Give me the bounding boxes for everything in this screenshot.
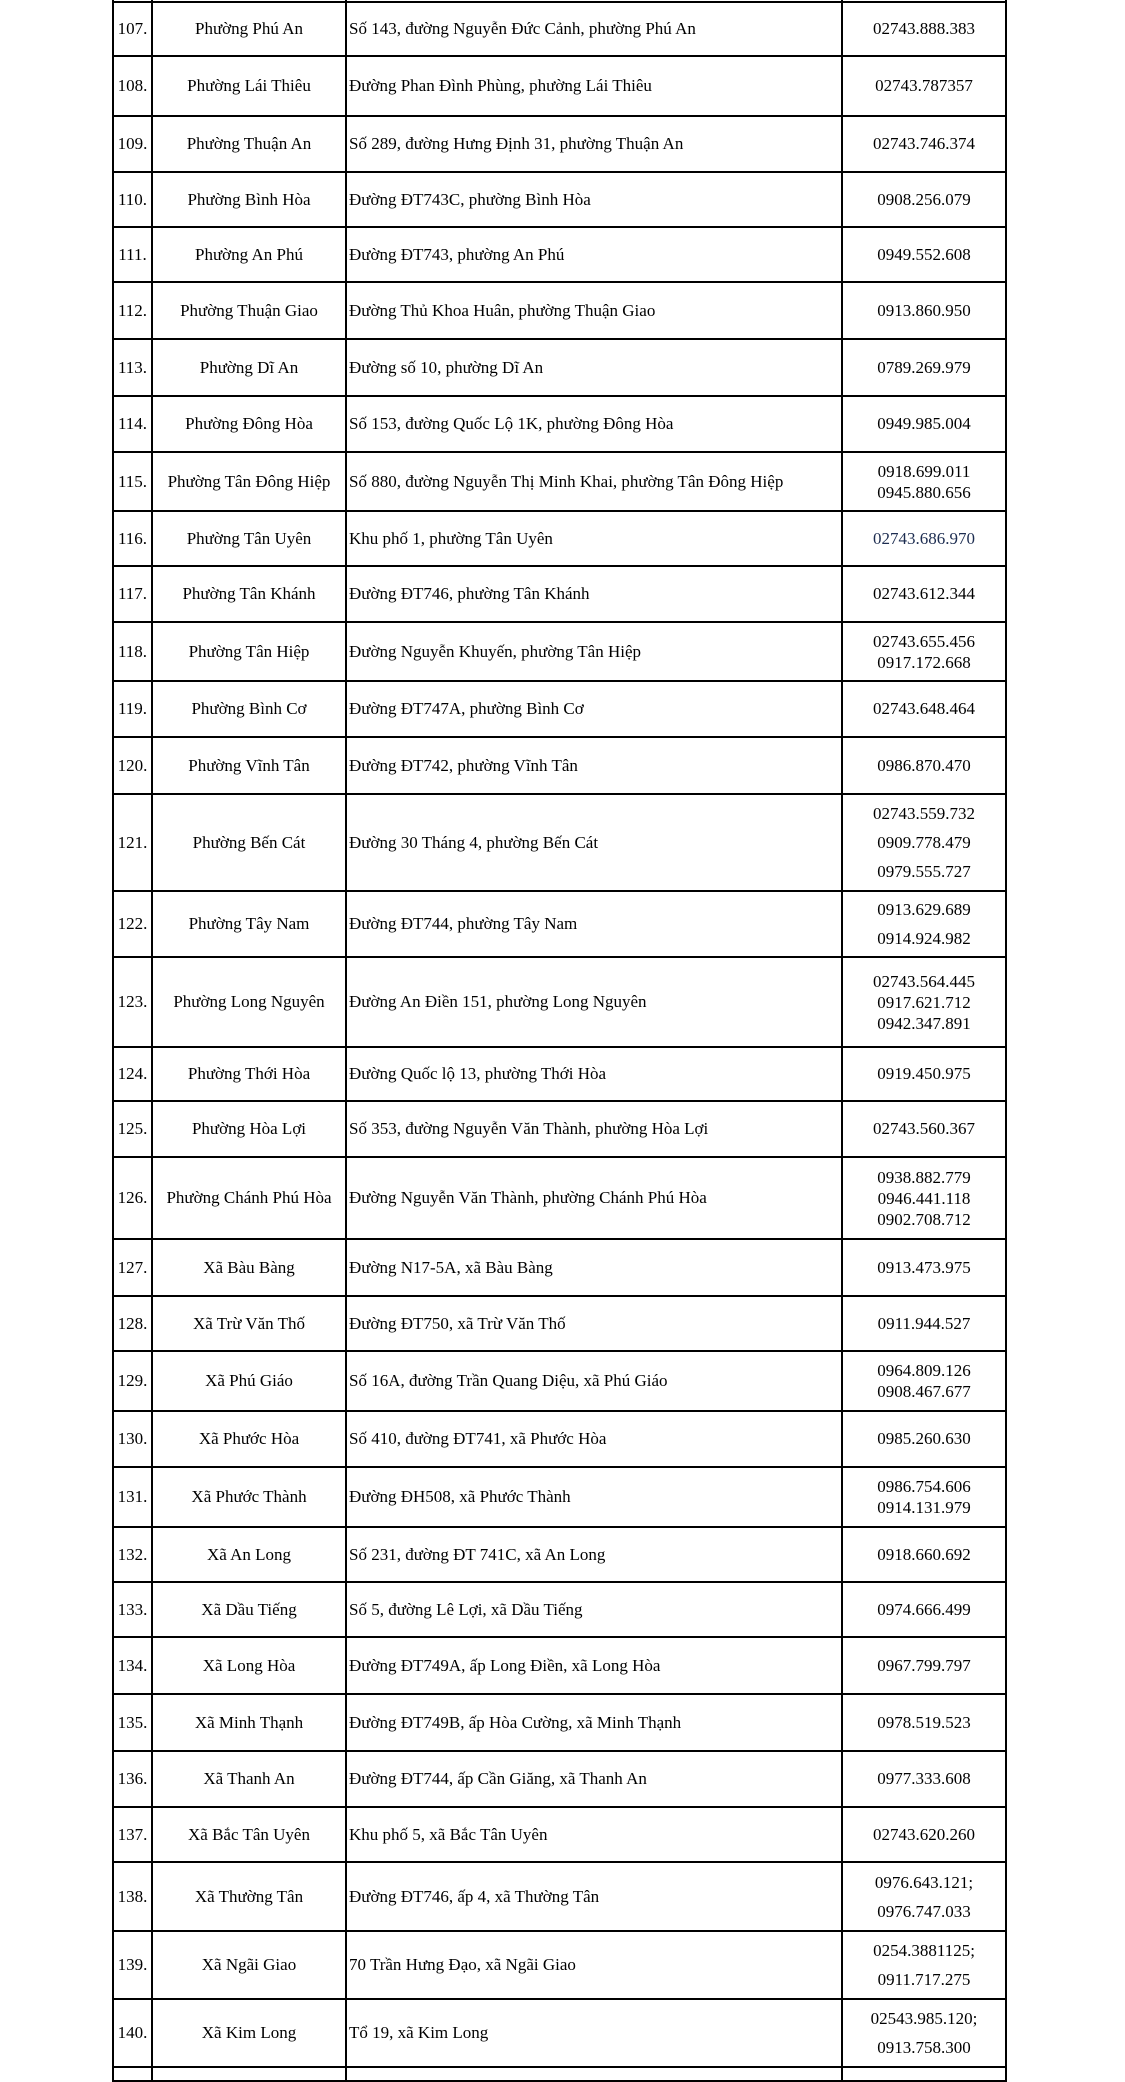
row-index-cell: 126.: [113, 1157, 152, 1239]
address-cell: Đường ĐT746, ấp 4, xã Thường Tân: [346, 1862, 842, 1931]
phone-cell: [842, 1807, 1006, 1862]
phone-number: 0938.882.779: [877, 1167, 971, 1187]
phone-number: 0918.699.011: [877, 461, 971, 481]
phone-number: 0977.333.608: [877, 1769, 971, 1788]
partial-cell: [842, 2067, 1006, 2081]
phone-number: 02743.612.344: [873, 584, 975, 603]
table-row: [113, 511, 1006, 566]
phone-number: 0967.799.797: [877, 1655, 971, 1675]
phone-number: 0913.629.689: [877, 900, 971, 919]
phone-number: 02543.985.120;: [870, 2009, 978, 2028]
table-row: [113, 1239, 1006, 1296]
address-cell: Đường Nguyễn Khuyến, phường Tân Hiệp: [346, 622, 842, 681]
ward-name-cell: Phường Dĩ An: [152, 339, 346, 396]
row-index-cell: 127.: [113, 1239, 152, 1296]
address-cell: Đường N17-5A, xã Bàu Bàng: [346, 1239, 842, 1296]
phone-number: 0949.985.004: [877, 414, 971, 433]
row-index-cell: 118.: [113, 622, 152, 681]
phone-number: 0908.467.677: [877, 1382, 971, 1401]
row-index-cell: 114.: [113, 396, 152, 452]
partial-row-bottom: [113, 2067, 1006, 2081]
address-cell: Tổ 19, xã Kim Long: [346, 1999, 842, 2067]
row-index-cell: 139.: [113, 1931, 152, 1999]
phone-number: 0913.758.300: [877, 2038, 971, 2057]
address-cell: Khu phố 5, xã Bắc Tân Uyên: [346, 1807, 842, 1862]
table-row: [113, 681, 1006, 737]
table-row: [113, 1411, 1006, 1467]
address-cell: Đường Phan Đình Phùng, phường Lái Thiêu: [346, 56, 842, 116]
address-cell: Đường Thủ Khoa Huân, phường Thuận Giao: [346, 282, 842, 339]
table-row: [113, 957, 1006, 1047]
row-index-cell: 124.: [113, 1047, 152, 1101]
ward-name-cell: Xã Ngãi Giao: [152, 1931, 346, 1999]
address-cell: Đường ĐH508, xã Phước Thành: [346, 1467, 842, 1527]
row-index-cell: 113.: [113, 339, 152, 396]
phone-number: 02743.888.383: [873, 19, 975, 38]
phone-number: 0917.172.668: [877, 652, 971, 672]
ward-name-cell: Phường An Phú: [152, 227, 346, 282]
phone-cell: [842, 1467, 1006, 1527]
row-index-cell: 134.: [113, 1637, 152, 1694]
phone-number: 0949.552.608: [877, 244, 971, 264]
table-row: [113, 396, 1006, 452]
ward-name-cell: Phường Tân Khánh: [152, 566, 346, 622]
row-index-cell: 116.: [113, 511, 152, 566]
table-row: [113, 794, 1006, 891]
phone-cell: [842, 56, 1006, 116]
phone-number: 02743.648.464: [873, 699, 975, 718]
ward-name-cell: Phường Thuận Giao: [152, 282, 346, 339]
ward-name-cell: Xã Phú Giáo: [152, 1351, 346, 1411]
address-cell: Số 16A, đường Trần Quang Diệu, xã Phú Giáo: [346, 1351, 842, 1411]
address-cell: Đường ĐT750, xã Trừ Văn Thố: [346, 1296, 842, 1351]
phone-cell: [842, 794, 1006, 891]
table-body: [113, 0, 1006, 2081]
address-cell: Số 153, đường Quốc Lộ 1K, phường Đông Hòa: [346, 396, 842, 452]
table-row: [113, 1582, 1006, 1637]
table-row: [113, 1999, 1006, 2067]
phone-cell: [842, 622, 1006, 681]
row-index-cell: 111.: [113, 227, 152, 282]
phone-number: 0986.754.606: [877, 1477, 971, 1496]
table-row: [113, 1467, 1006, 1527]
table-row: [113, 1296, 1006, 1351]
ward-name-cell: Xã Bàu Bàng: [152, 1239, 346, 1296]
ward-name-cell: Xã Minh Thạnh: [152, 1694, 346, 1751]
row-index-cell: 131.: [113, 1467, 152, 1527]
row-index-cell: 133.: [113, 1582, 152, 1637]
phone-number: 0918.660.692: [877, 1544, 971, 1564]
row-index-cell: 119.: [113, 681, 152, 737]
phone-cell: [842, 737, 1006, 794]
phone-cell: [842, 891, 1006, 957]
phone-cell: [842, 116, 1006, 172]
table-row: [113, 1807, 1006, 1862]
row-index-cell: 115.: [113, 452, 152, 511]
address-cell: Đường Quốc lộ 13, phường Thới Hòa: [346, 1047, 842, 1101]
phone-cell: [842, 1862, 1006, 1931]
ward-name-cell: Xã Phước Hòa: [152, 1411, 346, 1467]
ward-name-cell: Phường Thới Hòa: [152, 1047, 346, 1101]
phone-cell: [842, 1411, 1006, 1467]
ward-name-cell: Phường Thuận An: [152, 116, 346, 172]
ward-name-cell: Phường Chánh Phú Hòa: [152, 1157, 346, 1239]
phone-number: 0986.870.470: [877, 755, 971, 775]
partial-cell: [346, 2067, 842, 2081]
phone-cell: [842, 1931, 1006, 1999]
phone-number: 02743.655.456: [873, 631, 975, 651]
table-row: [113, 172, 1006, 227]
row-index-cell: 140.: [113, 1999, 152, 2067]
ward-name-cell: Xã Dầu Tiếng: [152, 1582, 346, 1637]
phone-number: 0911.944.527: [877, 1313, 971, 1333]
phone-number: 0976.747.033: [877, 1901, 971, 1921]
ward-name-cell: Xã Bắc Tân Uyên: [152, 1807, 346, 1862]
table-row: [113, 1157, 1006, 1239]
phone-cell: [842, 1101, 1006, 1157]
ward-name-cell: Phường Tân Hiệp: [152, 622, 346, 681]
row-index-cell: 122.: [113, 891, 152, 957]
address-cell: Đường Nguyễn Văn Thành, phường Chánh Phú Hòa: [346, 1157, 842, 1239]
phone-cell: [842, 511, 1006, 566]
row-index-cell: 109.: [113, 116, 152, 172]
table-row: [113, 56, 1006, 116]
phone-number: 0974.666.499: [877, 1599, 971, 1619]
address-cell: Đường ĐT742, phường Vĩnh Tân: [346, 737, 842, 794]
phone-cell: [842, 1527, 1006, 1582]
address-cell: Đường ĐT746, phường Tân Khánh: [346, 566, 842, 622]
phone-number: 0979.555.727: [877, 862, 971, 881]
ward-name-cell: Xã Thanh An: [152, 1751, 346, 1807]
row-index-cell: 107.: [113, 2, 152, 56]
ward-name-cell: Phường Tây Nam: [152, 891, 346, 957]
table-row: [113, 891, 1006, 957]
partial-cell: [113, 2067, 152, 2081]
phone-cell: [842, 1157, 1006, 1239]
contact-table: [112, 0, 1007, 2082]
phone-cell: [842, 957, 1006, 1047]
table-row: [113, 737, 1006, 794]
address-cell: Đường số 10, phường Dĩ An: [346, 339, 842, 396]
row-index-cell: 137.: [113, 1807, 152, 1862]
phone-cell: [842, 1694, 1006, 1751]
ward-name-cell: Xã Long Hòa: [152, 1637, 346, 1694]
phone-number: 02743.787357: [875, 76, 973, 95]
ward-name-cell: Phường Phú An: [152, 2, 346, 56]
phone-number: 02743.560.367: [873, 1119, 975, 1138]
address-cell: Số 410, đường ĐT741, xã Phước Hòa: [346, 1411, 842, 1467]
address-cell: Đường ĐT749B, ấp Hòa Cường, xã Minh Thạnh: [346, 1694, 842, 1751]
address-cell: Số 231, đường ĐT 741C, xã An Long: [346, 1527, 842, 1582]
row-index-cell: 121.: [113, 794, 152, 891]
address-cell: Đường ĐT743, phường An Phú: [346, 227, 842, 282]
address-cell: Số 880, đường Nguyễn Thị Minh Khai, phường Tân Đông Hiệp: [346, 452, 842, 511]
phone-cell: [842, 1296, 1006, 1351]
table-row: [113, 339, 1006, 396]
phone-number: 0919.450.975: [877, 1064, 971, 1083]
phone-number: 0908.256.079: [877, 189, 971, 209]
phone-number: 0914.131.979: [877, 1498, 971, 1517]
ward-name-cell: Phường Bình Hòa: [152, 172, 346, 227]
table-row: [113, 452, 1006, 511]
ward-name-cell: Xã Kim Long: [152, 1999, 346, 2067]
row-index-cell: 120.: [113, 737, 152, 794]
row-index-cell: 112.: [113, 282, 152, 339]
table-row: [113, 622, 1006, 681]
phone-cell: [842, 1751, 1006, 1807]
table-row: [113, 1751, 1006, 1807]
table-row: [113, 2, 1006, 56]
ward-name-cell: Phường Lái Thiêu: [152, 56, 346, 116]
address-cell: Đường 30 Tháng 4, phường Bến Cát: [346, 794, 842, 891]
address-cell: Đường ĐT747A, phường Bình Cơ: [346, 681, 842, 737]
address-cell: Số 143, đường Nguyễn Đức Cảnh, phường Phú An: [346, 2, 842, 56]
phone-number: 0964.809.126: [877, 1361, 971, 1380]
partial-cell: [152, 2067, 346, 2081]
phone-cell: [842, 452, 1006, 511]
ward-name-cell: Phường Tân Đông Hiệp: [152, 452, 346, 511]
phone-cell: [842, 1582, 1006, 1637]
phone-cell: [842, 1999, 1006, 2067]
phone-cell: [842, 2, 1006, 56]
phone-number: 0914.924.982: [877, 929, 971, 948]
row-index-cell: 117.: [113, 566, 152, 622]
row-index-cell: 129.: [113, 1351, 152, 1411]
address-cell: Số 353, đường Nguyễn Văn Thành, phường Hòa Lợi: [346, 1101, 842, 1157]
table-row: [113, 566, 1006, 622]
table-row: [113, 1931, 1006, 1999]
phone-number: 0909.778.479: [877, 833, 971, 852]
address-cell: Đường ĐT744, ấp Cần Giăng, xã Thanh An: [346, 1751, 842, 1807]
phone-number: 0254.3881125;: [873, 1941, 975, 1960]
row-index-cell: 135.: [113, 1694, 152, 1751]
phone-number: 0978.519.523: [877, 1712, 971, 1732]
address-cell: Đường An Điền 151, phường Long Nguyên: [346, 957, 842, 1047]
table-row: [113, 227, 1006, 282]
phone-cell: [842, 681, 1006, 737]
row-index-cell: 130.: [113, 1411, 152, 1467]
phone-cell: [842, 1239, 1006, 1296]
phone-number: 0945.880.656: [877, 482, 971, 502]
ward-name-cell: Xã Phước Thành: [152, 1467, 346, 1527]
phone-number: 0902.708.712: [877, 1209, 971, 1229]
address-cell: 70 Trần Hưng Đạo, xã Ngãi Giao: [346, 1931, 842, 1999]
ward-name-cell: Phường Hòa Lợi: [152, 1101, 346, 1157]
table-row: [113, 116, 1006, 172]
row-index-cell: 128.: [113, 1296, 152, 1351]
address-cell: Số 289, đường Hưng Định 31, phường Thuận An: [346, 116, 842, 172]
phone-cell: [842, 1351, 1006, 1411]
ward-name-cell: Phường Vĩnh Tân: [152, 737, 346, 794]
table-row: [113, 1527, 1006, 1582]
table-row: [113, 1862, 1006, 1931]
phone-number: 0946.441.118: [877, 1188, 971, 1208]
phone-cell: [842, 172, 1006, 227]
ward-name-cell: Xã An Long: [152, 1527, 346, 1582]
phone-number: 0789.269.979: [877, 357, 971, 377]
phone-cell: [842, 227, 1006, 282]
row-index-cell: 125.: [113, 1101, 152, 1157]
phone-number: 0913.860.950: [877, 300, 971, 320]
phone-cell: [842, 566, 1006, 622]
address-cell: Đường ĐT749A, ấp Long Điền, xã Long Hòa: [346, 1637, 842, 1694]
ward-name-cell: Xã Trừ Văn Thố: [152, 1296, 346, 1351]
phone-cell: [842, 1047, 1006, 1101]
table-row: [113, 282, 1006, 339]
phone-number: 0942.347.891: [877, 1013, 971, 1033]
ward-name-cell: Phường Đông Hòa: [152, 396, 346, 452]
address-cell: Đường ĐT744, phường Tây Nam: [346, 891, 842, 957]
phone-number: 0985.260.630: [877, 1429, 971, 1448]
address-cell: Đường ĐT743C, phường Bình Hòa: [346, 172, 842, 227]
ward-name-cell: Phường Tân Uyên: [152, 511, 346, 566]
ward-name-cell: Phường Bến Cát: [152, 794, 346, 891]
row-index-cell: 136.: [113, 1751, 152, 1807]
phone-cell: [842, 396, 1006, 452]
table-row: [113, 1047, 1006, 1101]
ward-name-cell: Phường Bình Cơ: [152, 681, 346, 737]
table-row: [113, 1101, 1006, 1157]
row-index-cell: 108.: [113, 56, 152, 116]
table-row: [113, 1351, 1006, 1411]
ward-name-cell: Xã Thường Tân: [152, 1862, 346, 1931]
ward-name-cell: Phường Long Nguyên: [152, 957, 346, 1047]
phone-number: 02743.559.732: [873, 804, 975, 823]
address-cell: Khu phố 1, phường Tân Uyên: [346, 511, 842, 566]
phone-number: 02743.686.970: [873, 528, 975, 548]
phone-number: 0976.643.121;: [874, 1872, 974, 1892]
row-index-cell: 123.: [113, 957, 152, 1047]
phone-number: 02743.746.374: [873, 134, 975, 153]
address-cell: Số 5, đường Lê Lợi, xã Dầu Tiếng: [346, 1582, 842, 1637]
phone-number: 0911.717.275: [877, 1970, 971, 1989]
phone-cell: [842, 339, 1006, 396]
table-row: [113, 1637, 1006, 1694]
phone-number: 0913.473.975: [877, 1257, 971, 1277]
row-index-cell: 132.: [113, 1527, 152, 1582]
phone-number: 0917.621.712: [877, 992, 971, 1012]
row-index-cell: 110.: [113, 172, 152, 227]
phone-cell: [842, 282, 1006, 339]
table-row: [113, 1694, 1006, 1751]
phone-cell: [842, 1637, 1006, 1694]
phone-number: 02743.620.260: [873, 1824, 975, 1844]
phone-number: 02743.564.445: [873, 971, 975, 991]
row-index-cell: 138.: [113, 1862, 152, 1931]
